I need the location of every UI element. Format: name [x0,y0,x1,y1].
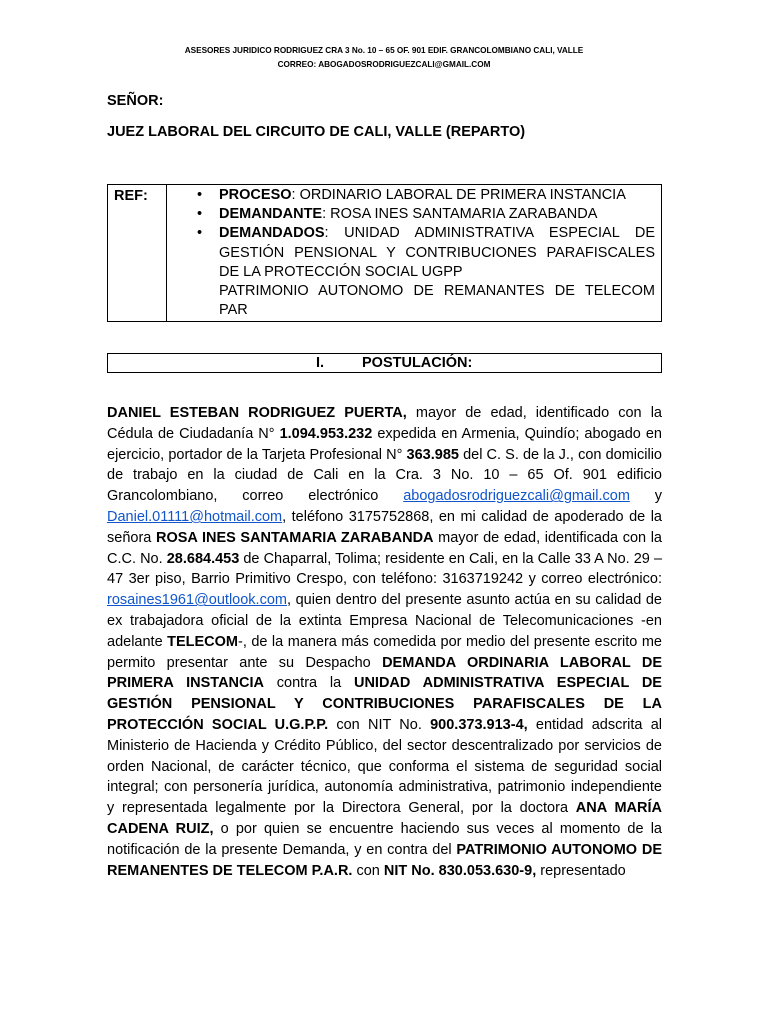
section-title: POSTULACIÓN: [362,355,473,371]
reference-item-demandante: • DEMANDANTE: ROSA INES SANTAMARIA ZARABANDA [219,205,655,224]
bullet-icon: • [197,225,203,242]
reference-list [167,186,655,320]
bullet-icon: • [197,187,203,203]
reference-body [167,185,662,322]
email-link-daniel[interactable]: Daniel.01111@hotmail.com [107,508,283,525]
letterhead-address: ASESORES JURIDICO RODRIGUEZ CRA 3 No. 10 – 65 OF. 901 EDIF. GRANCOLOMBIANO CALI, VALLE [184,46,584,55]
reference-label: REF: [108,185,167,322]
salutation-senor: SEÑOR: [107,93,164,109]
reference-item-demandados-extra: PATRIMONIO AUTONOMO DE REMANANTES DE TELECOM PAR [219,283,655,319]
section-heading [107,353,662,373]
section-number: I. [316,355,325,371]
reference-table [107,184,662,322]
bullet-icon: • [197,206,203,223]
reference-item-proceso: • PROCESO: ORDINARIO LABORAL DE PRIMERA INSTANCIA [219,186,655,205]
letterhead-email: CORREO: ABOGADOSRODRIGUEZCALI@GMAIL.COM [277,60,491,69]
postulation-paragraph: DANIEL ESTEBAN RODRIGUEZ PUERTA, mayor de edad, identificado con la Cédula de Ciudadanía N° 1.094.953.232 expedida en Armenia, Quindío; abogado en ejercicio, portador de la Tarjeta Profesional N° 363.985 del C. S. de la J., con domicilio de trabajo en la ciudad de Cali en la Cra. 3 No. 10 – 65 Of. 901 edificio Grancolombiano, correo electrónico abogadosrodriguezcali@gmail.com y Daniel.01111@hotmail.com, teléfono 3175752868, en mi calidad de apoderado de la señora ROSA INES SANTAMARIA ZARABANDA mayor de edad, identificada con la C.C. No. 28.684.453 de Chaparral, Tolima; residente en Cali, en la Calle 33 A No. 29 – 47 3er piso, Barrio Primitivo Crespo, con teléfono: 3163719242 y correo electrónico: rosaines1961@outlook.com, quien dentro del presente asunto actúa en su calidad de ex trabajadora oficial de la extinta Empresa Nacional de Telecomunicaciones -en adelante TELECOM-, de la manera más comedida por medio del presente escrito me permito presentar ante su Despacho DEMANDA ORDINARIA LABORAL DE PRIMERA INSTANCIA contra la UNIDAD ADMINISTRATIVA ESPECIAL DE GESTIÓN PENSIONAL Y CONTRIBUCIONES PARAFISCALES DE LA PROTECCIÓN SOCIAL U.G.P.P. con NIT No. 900.373.913-4, entidad adscrita al Ministerio de Hacienda y Crédito Público, del sector descentralizado por servicios de orden Nacional, de carácter técnico, que conforma el sistema de seguridad social integral; con personería jurídica, autonomía administrativa, patrimonio independiente y representada legalmente por la Directora General, por la doctora ANA MARÍA CADENA RUIZ, o por quien se encuentre haciendo sus veces al momento de la notificación de la presente Demanda, y en contra del PATRIMONIO AUTONOMO DE REMANENTES DE TELECOM P.A.R. con NIT No. 830.053.630-9, representado [107,405,663,879]
salutation-judge: JUEZ LABORAL DEL CIRCUITO DE CALI, VALLE (REPARTO) [107,124,526,140]
email-link-rosaines[interactable]: rosaines1961@outlook.com [107,592,287,609]
reference-item-demandados: • DEMANDADOS: UNIDAD ADMINISTRATIVA ESPECIAL DE GESTIÓN PENSIONAL Y CONTRIBUCIONES PARAFISCALES DE LA PROTECCIÓN SOCIAL UGPP PATRIMONIO AUTONOMO DE REMANANTES DE TELECOM PAR [219,224,655,320]
email-link-abogados[interactable]: abogadosrodriguezcali@gmail.com [403,488,630,505]
letterhead [0,44,768,72]
